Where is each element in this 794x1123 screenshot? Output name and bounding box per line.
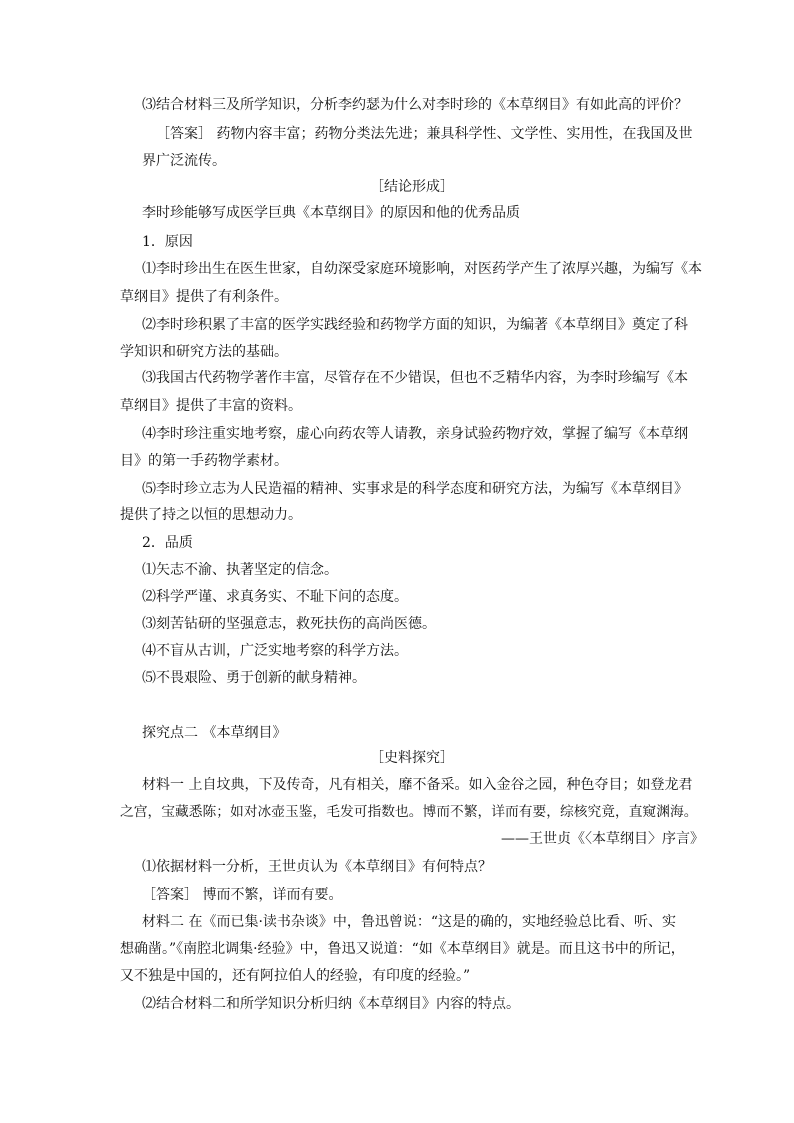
reason-4-line-2: 目》的第一手药物学素材。 (120, 453, 288, 469)
section-heading-source-study: ［史料探究］ (370, 750, 454, 766)
answer-line-2: 界广泛流传。 (142, 153, 226, 169)
material-1-line-2: 之宫，宝藏悉陈；如对冰壶玉鉴，毛发可指数也。博而不繁，详而有要，综核究竟，直窥渊海。 (120, 804, 698, 820)
material-1-line-1: 材料一 上自坟典，下及传奇，凡有相关，靡不备采。如入金谷之园，种色夺目；如登龙君 (142, 777, 693, 793)
quality-3: ⑶刻苦钻研的坚强意志，救死扶伤的高尚医德。 (142, 616, 436, 632)
section-heading-conclusion: ［结论形成］ (370, 179, 454, 195)
reason-1-line-1: ⑴李时珍出生在医生世家，自幼深受家庭环境影响，对医药学产生了浓厚兴趣，为编写《本 (142, 261, 702, 277)
quality-5: ⑸不畏艰险、勇于创新的献身精神。 (142, 670, 366, 686)
answer-1: ［答案］ 博而不繁，详而有要。 (142, 887, 343, 903)
reason-2-line-2: 学知识和研究方法的基础。 (120, 344, 288, 360)
reason-2-line-1: ⑵李时珍积累了丰富的医学实践经验和药物学方面的知识，为编著《本草纲目》奠定了科 (142, 317, 688, 333)
reason-1-line-2: 草纲目》提供了有利条件。 (120, 289, 288, 305)
reason-3-line-1: ⑶我国古代药物学著作丰富，尽管存在不少错误，但也不乏精华内容，为李时珍编写《本 (142, 370, 688, 386)
subheading-reasons: 1．原因 (142, 234, 193, 250)
reason-5-line-2: 提供了持之以恒的思想动力。 (120, 507, 302, 523)
material-1-citation: ——王世贞《〈本草纲目〉序言》 (501, 831, 704, 847)
question-3: ⑶结合材料三及所学知识，分析李约瑟为什么对李时珍的《本草纲目》有如此高的评价？ (142, 97, 688, 113)
material-2-line-3: 又不独是中国的，还有阿拉伯人的经验，有印度的经验。” (120, 968, 471, 984)
subheading-qualities: 2．品质 (142, 535, 193, 551)
reason-5-line-1: ⑸李时珍立志为人民造福的精神、实事求是的科学态度和研究方法，为编写《本草纲目》 (142, 481, 688, 497)
material-2-line-2: 想确凿。”《南腔北调集·经验》中，鲁迅又说道：“如《本草纲目》就是。而且这书中的所记， (120, 941, 685, 957)
question-1: ⑴依据材料一分析，王世贞认为《本草纲目》有何特点？ (142, 859, 492, 875)
reason-4-line-1: ⑷李时珍注重实地考察，虚心向药农等人请教，亲身试验药物疗效，掌握了编写《本草纲 (142, 426, 688, 442)
question-2: ⑵结合材料二和所学知识分析归纳《本草纲目》内容的特点。 (142, 996, 520, 1012)
reason-3-line-2: 草纲目》提供了丰富的资料。 (120, 398, 302, 414)
quality-1: ⑴矢志不渝、执著坚定的信念。 (142, 562, 338, 578)
conclusion-intro: 李时珍能够写成医学巨典《本草纲目》的原因和他的优秀品质 (142, 205, 520, 221)
quality-2: ⑵科学严谨、求真务实、不耻下问的态度。 (142, 589, 408, 605)
quality-4: ⑷不盲从古训，广泛实地考察的科学方法。 (142, 643, 408, 659)
answer-line-1: ［答案］ 药物内容丰富；药物分类法先进；兼具科学性、文学性、实用性，在我国及世 (156, 126, 693, 142)
material-2-line-1: 材料二 在《而已集·读书杂谈》中，鲁迅曾说：“这是的确的，实地经验总比看、听、实 (142, 914, 677, 930)
section-title-exploration-2: 探究点二 《本草纲目》 (142, 725, 287, 741)
